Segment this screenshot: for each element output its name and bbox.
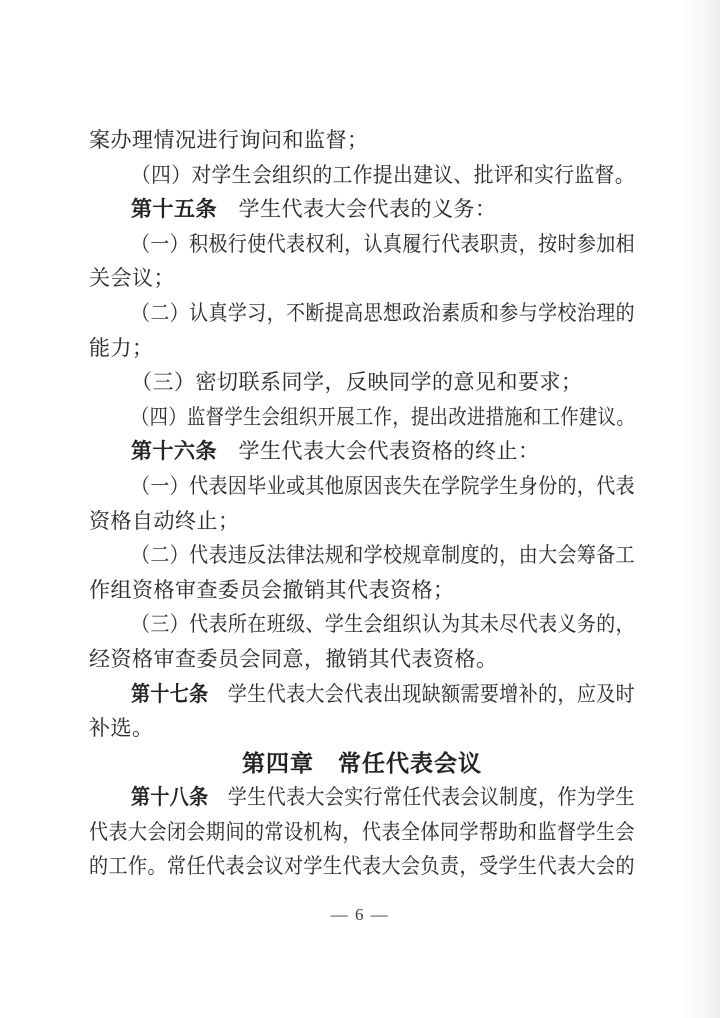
text-line bbox=[89, 573, 635, 608]
line-text: （一）代表因毕业或其他原因丧失在学院学生身份的，代表 bbox=[131, 473, 635, 498]
text-line-article-15 bbox=[89, 192, 635, 227]
text-line bbox=[89, 642, 635, 677]
article-number: 第十七条 bbox=[131, 682, 209, 706]
line-text: 关会议； bbox=[89, 266, 175, 291]
text-line bbox=[89, 711, 635, 746]
text-line bbox=[89, 261, 635, 296]
text-line bbox=[89, 400, 635, 435]
text-line bbox=[89, 331, 635, 366]
line-text: 能力； bbox=[89, 335, 154, 360]
line-text: （四）监督学生会组织开展工作，提出改进措施和工作建议。 bbox=[131, 404, 635, 429]
text-line bbox=[89, 365, 635, 400]
line-text: （二）代表违反法律法规和学校规章制度的，由大会筹备工 bbox=[131, 543, 635, 568]
line-text: （四）对学生会组织的工作提出建议、批评和实行监督。 bbox=[131, 162, 635, 187]
chapter-heading bbox=[89, 746, 635, 781]
text-line bbox=[89, 504, 635, 539]
text-line bbox=[89, 538, 635, 573]
line-text: 的工作。常任代表会议对学生代表大会负责，受学生代表大会的 bbox=[89, 854, 635, 879]
line-text: 作组资格审查委员会撤销其代表资格； bbox=[89, 577, 455, 602]
article-number: 第十八条 bbox=[131, 786, 209, 810]
text-line-article-16 bbox=[89, 434, 635, 469]
text-line bbox=[89, 607, 635, 642]
text-line-article-17 bbox=[89, 677, 635, 712]
line-text: （三）代表所在班级、学生会组织认为其未尽代表义务的， bbox=[131, 612, 635, 637]
text-line bbox=[89, 296, 635, 331]
line-text: （三）密切联系同学，反映同学的意见和要求； bbox=[131, 370, 583, 395]
text-line bbox=[89, 123, 635, 158]
line-text: 学生代表大会实行常任代表会议制度，作为学生 bbox=[208, 785, 635, 810]
text-line bbox=[89, 815, 635, 850]
document-body bbox=[89, 123, 635, 884]
article-number: 第十五条 bbox=[131, 198, 217, 222]
article-number: 第十六条 bbox=[131, 440, 217, 464]
text-line bbox=[89, 158, 635, 193]
line-text: 学生代表大会代表资格的终止： bbox=[217, 439, 540, 464]
text-line-article-18 bbox=[89, 780, 635, 815]
line-text: 案办理情况进行询问和监督； bbox=[89, 128, 369, 152]
line-text: 资格自动终止； bbox=[89, 508, 240, 533]
line-text: 代表大会闭会期间的常设机构，代表全体同学帮助和监督学生会 bbox=[89, 819, 635, 844]
line-text: 学生代表大会代表出现缺额需要增补的，应及时 bbox=[208, 681, 635, 706]
line-text: 补选。 bbox=[89, 716, 154, 741]
text-line bbox=[89, 227, 635, 262]
text-line bbox=[89, 469, 635, 504]
line-text: （二）认真学习，不断提高思想政治素质和参与学校治理的 bbox=[131, 300, 635, 325]
line-text: 经资格审查委员会同意，撤销其代表资格。 bbox=[89, 646, 498, 671]
line-text: （一）积极行使代表权利，认真履行代表职责，按时参加相 bbox=[131, 231, 635, 256]
line-text: 学生代表大会代表的义务： bbox=[217, 197, 497, 222]
page-number: — 6 — bbox=[330, 905, 390, 924]
scan-shadow bbox=[678, 0, 720, 1018]
text-line bbox=[89, 849, 635, 884]
chapter-heading-text: 第四章 常任代表会议 bbox=[242, 749, 482, 776]
